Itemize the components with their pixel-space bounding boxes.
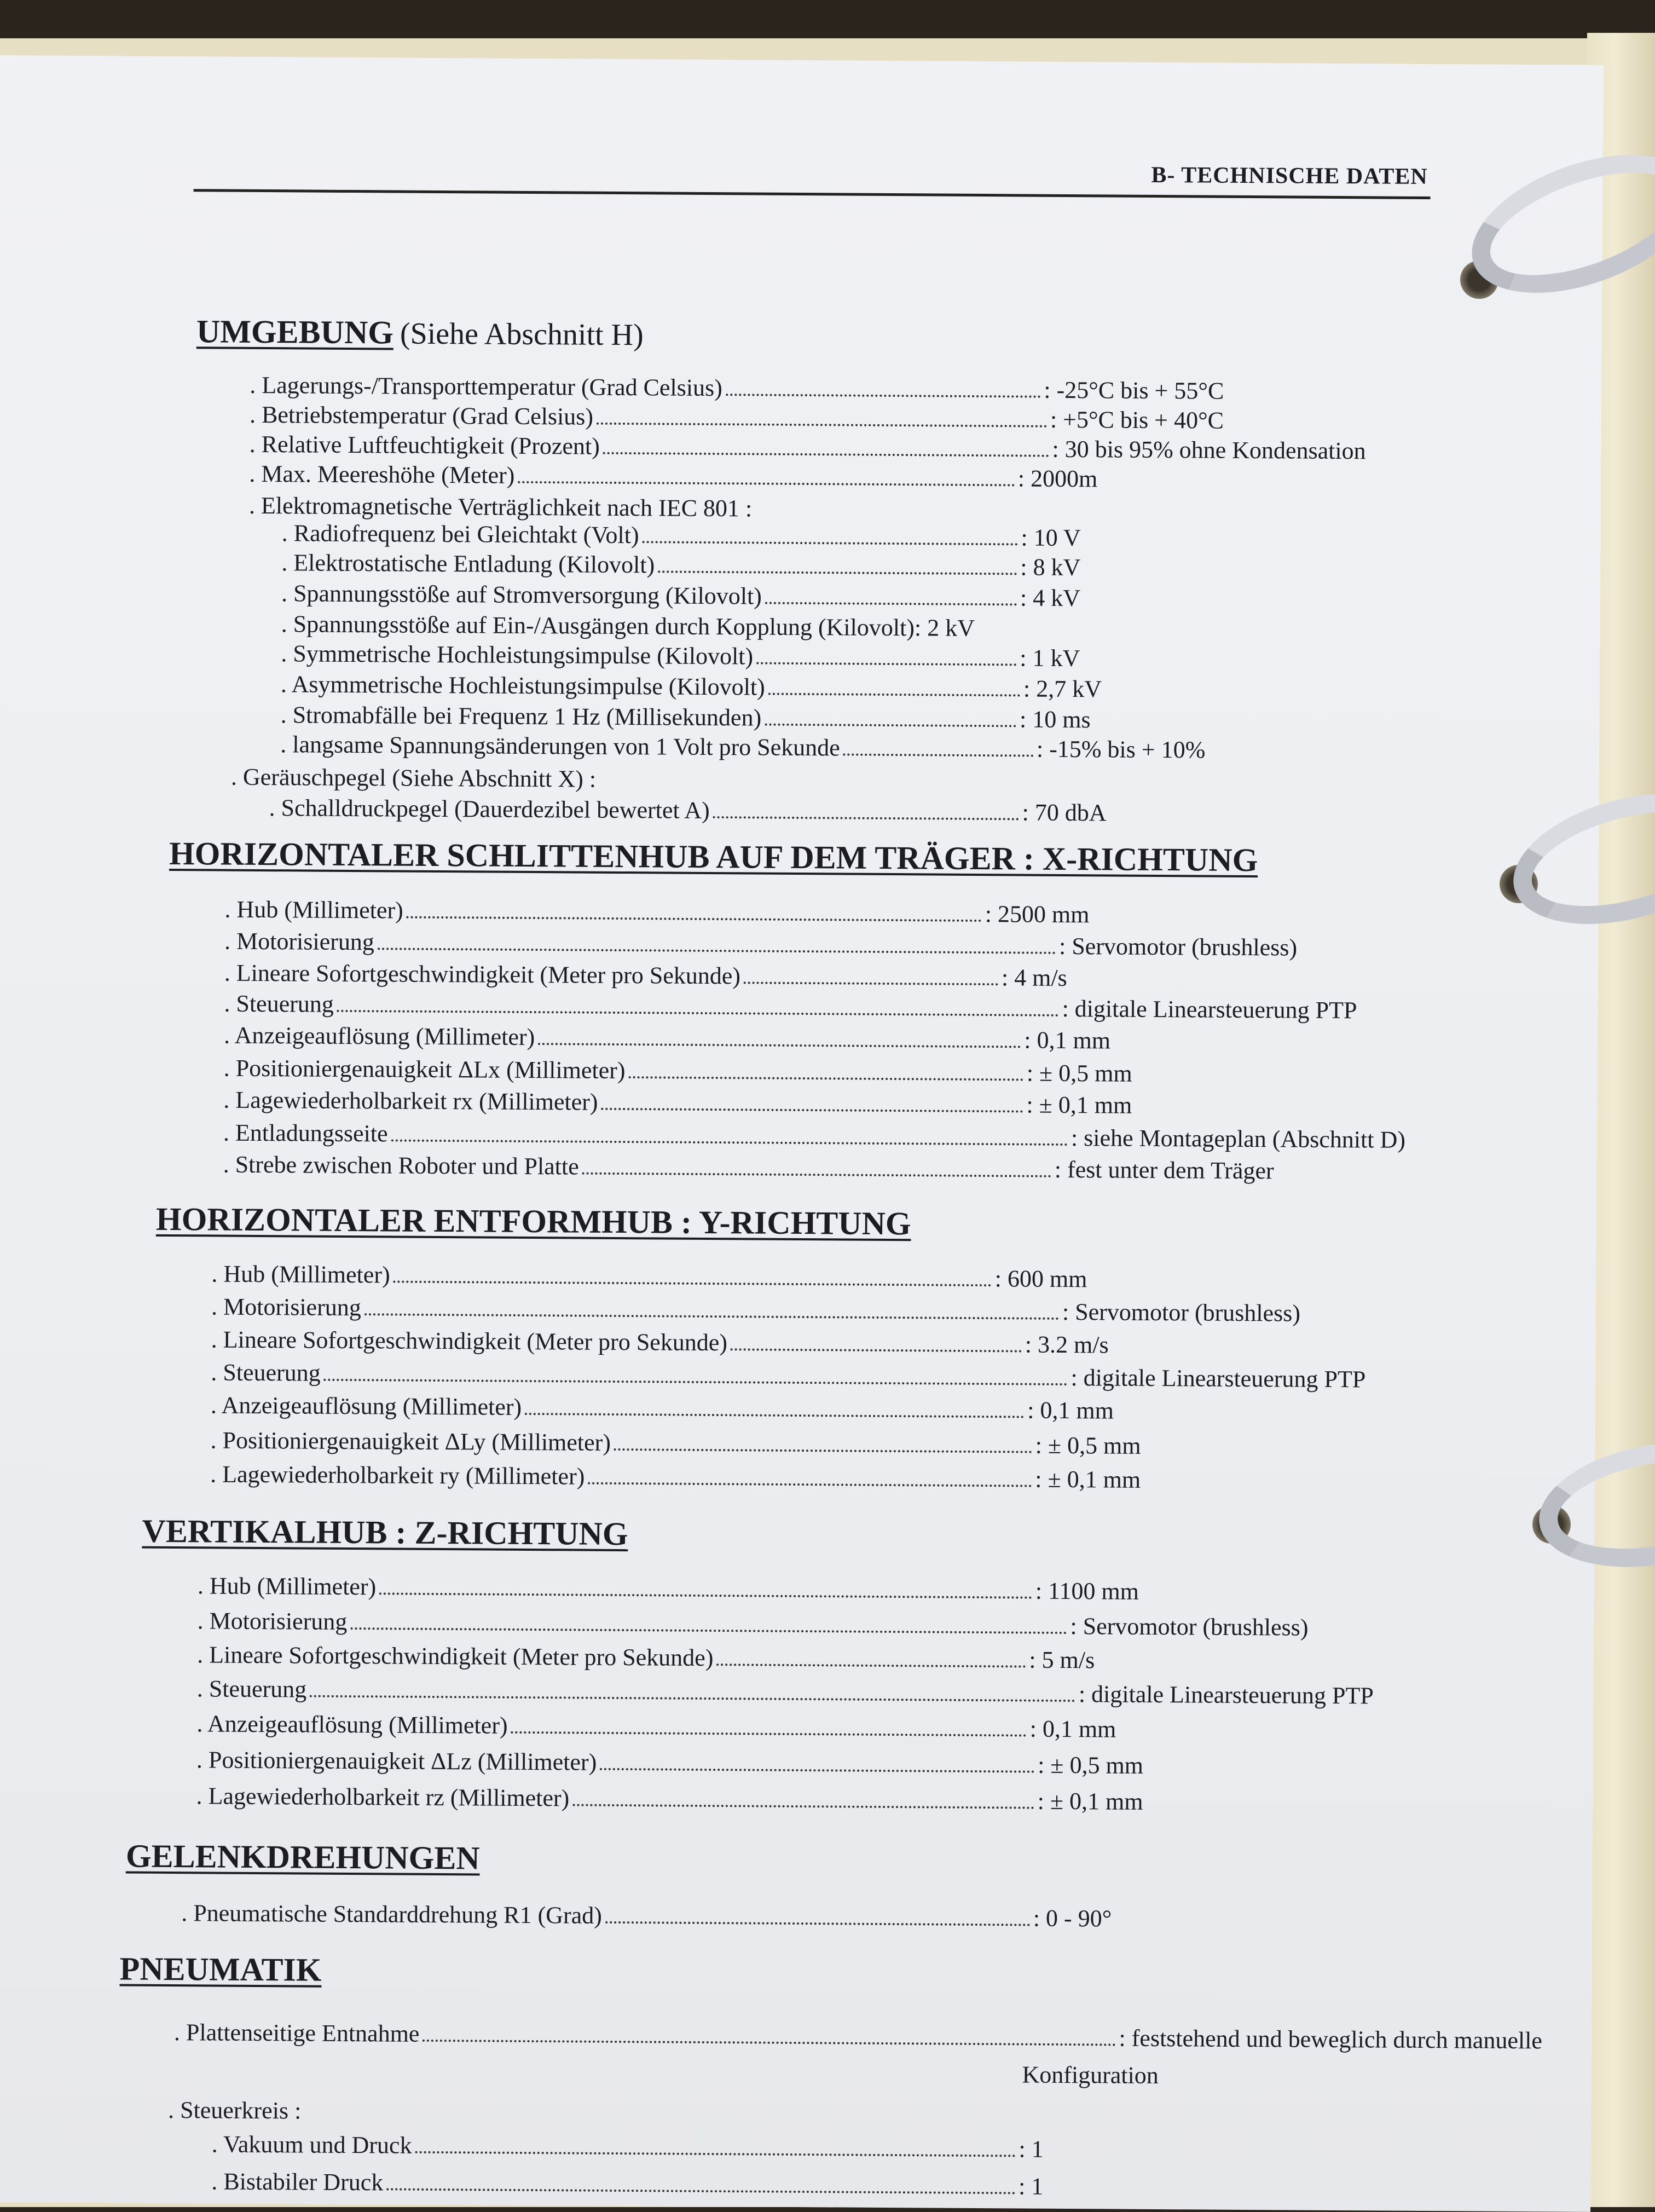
spec-row: . Lagewiederholbarkeit ry (Millimeter) : ± 0,1 mm: [210, 1460, 1141, 1493]
section-heading-gelenkdrehungen: GELENKDREHUNGEN: [125, 1838, 480, 1876]
spec-row: . Lagewiederholbarkeit rz (Millimeter) : ± 0,1 mm: [196, 1782, 1143, 1815]
spec-row: . Hub (Millimeter) : 600 mm: [211, 1260, 1087, 1293]
spec-row: . Motorisierung : Servomotor (brushless): [224, 927, 1298, 961]
spec-row: . Strebe zwischen Roboter und Platte : fest unter dem Träger: [223, 1151, 1274, 1185]
spec-row: . Hub (Millimeter) : 2500 mm: [224, 896, 1090, 928]
section-heading-x-richtung: HORIZONTALER SCHLITTENHUB AUF DEM TRÄGER : X-RICHTUNG: [169, 835, 1258, 879]
spec-row: . Betriebstemperatur (Grad Celsius) : +5°C bis + 40°C: [249, 401, 1224, 434]
spec-row: . Pneumatische Standarddrehung R1 (Grad) : 0 - 90°: [181, 1899, 1112, 1932]
spec-row: . Relative Luftfeuchtigkeit (Prozent) : 30 bis 95% ohne Kondensation: [249, 430, 1366, 465]
header-rule: [194, 189, 1431, 199]
section-heading-y-richtung: HORIZONTALER ENTFORMHUB : Y-RICHTUNG: [155, 1200, 911, 1242]
spec-row: . Lagerungs-/Transporttemperatur (Grad Celsius) : -25°C bis + 55°C: [250, 371, 1224, 405]
spec-row: . Elektrostatische Entladung (Kilovolt) : 8 kV: [281, 549, 1081, 581]
spec-row: . Lineare Sofortgeschwindigkeit (Meter pro Sekunde) : 5 m/s: [197, 1641, 1095, 1674]
spec-row: . Anzeigeauflösung (Millimeter) : 0,1 mm: [210, 1391, 1114, 1424]
spec-row: . Stromabfälle bei Frequenz 1 Hz (Millisekunden) : 10 ms: [280, 701, 1091, 734]
page-header-title: B- TECHNISCHE DATEN: [1151, 162, 1428, 189]
section-heading-pneumatik: PNEUMATIK: [119, 1950, 322, 1988]
spec-row: . Vakuum und Druck : 1: [211, 2130, 1044, 2163]
spec-subheading: . Elektromagnetische Verträglichkeit nach IEC 801 :: [248, 492, 753, 522]
document-page: [0, 55, 1604, 2212]
spec-row: . Motorisierung : Servomotor (brushless): [211, 1293, 1301, 1327]
spec-row: . langsame Spannungsänderungen von 1 Volt pro Sekunde : -15% bis + 10%: [280, 731, 1206, 764]
spec-row: . Spannungsstöße auf Ein-/Ausgängen durch Kopplung (Kilovolt) : 2 kV: [281, 610, 975, 642]
spec-row: . Anzeigeauflösung (Millimeter) : 0,1 mm: [223, 1021, 1111, 1054]
section-heading-umgebung: UMGEBUNG (Siehe Abschnitt H): [196, 313, 644, 353]
spec-row: . Radiofrequenz bei Gleichtakt (Volt) : 10 V: [281, 519, 1081, 552]
spec-row: . Lineare Sofortgeschwindigkeit (Meter pro Sekunde) : 3.2 m/s: [211, 1326, 1109, 1359]
spec-row: . Motorisierung : Servomotor (brushless): [197, 1607, 1309, 1641]
spec-row: . Asymmetrische Hochleistungsimpulse (Kilovolt) : 2,7 kV: [280, 671, 1102, 703]
spec-row: . Spannungsstöße auf Stromversorgung (Kilovolt) : 4 kV: [281, 580, 1081, 612]
spec-row: . Positioniergenauigkeit ΔLx (Millimeter) : ± 0,5 mm: [223, 1054, 1132, 1087]
section-heading-z-richtung: VERTIKALHUB : Z-RICHTUNG: [142, 1512, 628, 1552]
spec-subheading: . Geräuschpegel (Siehe Abschnitt X) :: [230, 763, 597, 793]
spec-row: . Steuerung : digitale Linearsteuerung PTP: [224, 990, 1357, 1024]
spec-row: . Schalldruckpegel (Dauerdezibel bewertet A) : 70 dbA: [269, 794, 1107, 827]
spec-row: . Plattenseitige Entnahme : feststehend und beweglich durch manuelle: [173, 2019, 1543, 2054]
spec-row: . Bistabiler Druck : 1: [211, 2168, 1044, 2200]
spec-row: . Positioniergenauigkeit ΔLy (Millimeter) : ± 0,5 mm: [210, 1426, 1141, 1459]
spec-row: . Hub (Millimeter) : 1100 mm: [197, 1572, 1139, 1605]
spec-row: . Symmetrische Hochleistungsimpulse (Kilovolt) : 1 kV: [281, 640, 1080, 672]
spec-row: . Steuerung : digitale Linearsteuerung PTP: [211, 1359, 1366, 1393]
spec-row: . Entladungsseite : siehe Montageplan (Abschnitt D): [223, 1119, 1406, 1153]
spec-row: . Steuerung : digitale Linearsteuerung PTP: [196, 1675, 1374, 1709]
section-heading-suffix: (Siehe Abschnitt H): [400, 316, 644, 353]
spec-value-continuation: Konfiguration: [1022, 2061, 1159, 2089]
spec-row: . Anzeigeauflösung (Millimeter) : 0,1 mm: [196, 1710, 1116, 1743]
spec-row: . Max. Meereshöhe (Meter) : 2000m: [249, 460, 1098, 493]
spec-subheading: . Steuerkreis :: [167, 2096, 302, 2124]
spec-row: . Lineare Sofortgeschwindigkeit (Meter pro Sekunde) : 4 m/s: [224, 959, 1067, 991]
spec-row: . Positioniergenauigkeit ΔLz (Millimeter) : ± 0,5 mm: [196, 1746, 1144, 1779]
spec-row: . Lagewiederholbarkeit rx (Millimeter) : ± 0,1 mm: [223, 1086, 1132, 1119]
